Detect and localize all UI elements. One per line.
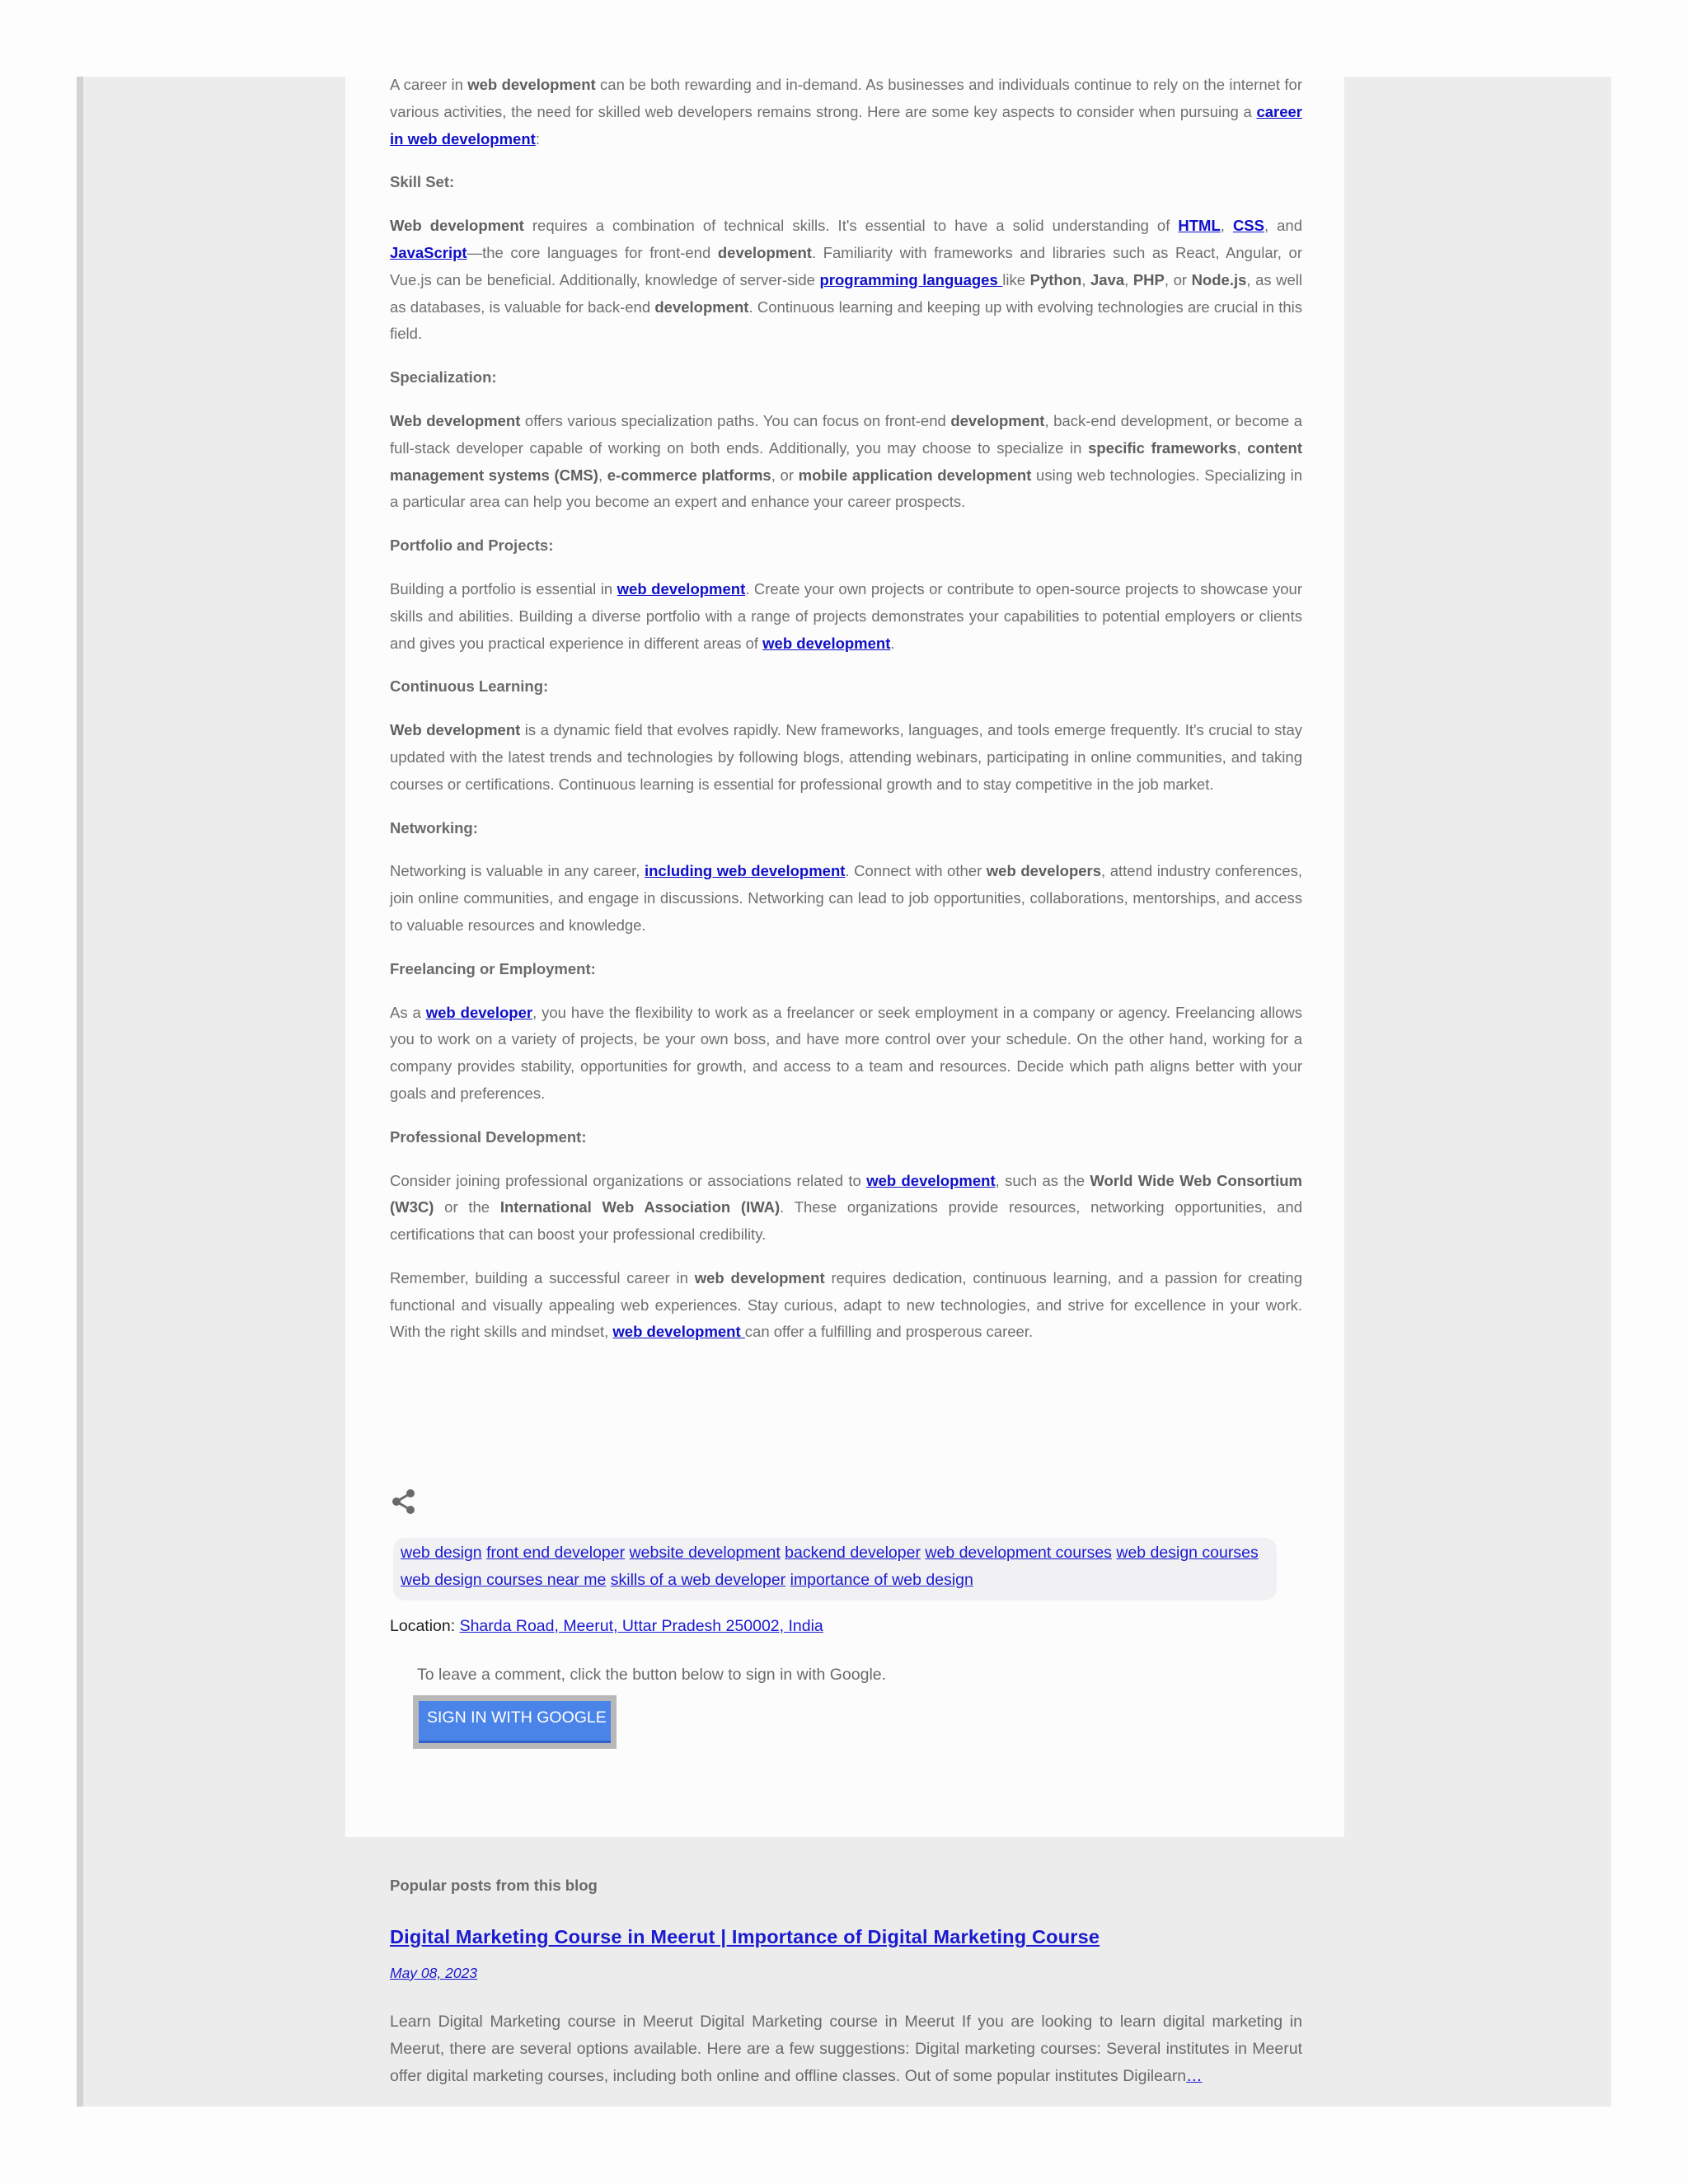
label-link[interactable]: web design courses [1116,1544,1259,1562]
text: Consider joining professional organizations or associations related to [390,1171,867,1189]
location-link[interactable]: Sharda Road, Meerut, Uttar Pradesh 250002, India [459,1617,823,1635]
text: Networking is valuable in any career, [390,862,645,880]
label-link[interactable]: web development courses [925,1544,1112,1562]
portfolio-paragraph [390,576,1302,657]
text: , [1220,217,1233,235]
text: . Create your own projects or contribute to open-source projects to showcase your skills and abilities. Building a diverse portfolio with a range of projects demonstrates your capabilities to potential employers or clients and gives you practical experience in different areas of [390,579,1302,652]
text: . Familiarity with frameworks and libraries such as React, Angular, or Vue.js can be beneficial. Additionally, knowledge of server-side [390,243,1302,288]
excerpt-text: Learn Digital Marketing course in Meerut Digital Marketing course in Meerut If you are looking to learn digital marketing in Meerut, there are several options available. Here are a few suggestions: Digital marketing courses: Several institutes in Meerut offer digital marketing courses, including both online and offline classes. Out of some popular institutes Digilearn [390,2013,1302,2085]
freelancing-paragraph [390,1000,1302,1108]
label-link[interactable]: skills of a web developer [610,1571,786,1589]
professional-development-paragraph [390,1168,1302,1249]
web-development-link[interactable]: web development [617,579,746,598]
read-more-link[interactable]: … [1186,2067,1203,2085]
bold-text: web development [694,1268,825,1286]
text: . Connect with other [845,862,987,880]
specialization-heading: Specialization: [390,368,497,387]
text: , as well as databases, is valuable for back-end [390,270,1303,316]
page-left-edge [77,77,83,2107]
bold-text: Java [1090,270,1125,288]
post-labels [393,1538,1277,1601]
web-development-link[interactable]: web development [612,1323,745,1341]
text: : [535,129,540,148]
post-body [390,72,1302,1362]
text: , you have the flexibility to work as a freelancer or seek employment in a company or agency. Freelancing allows you to work on a variety of projects, be your own boss, and have more control over your schedule. On the other hand, working for a company provides stability, opportunities for growth, and access to a team and resources. Decide which path aligns better with your goals and preferences. [390,1003,1302,1102]
text: , such as the [995,1171,1090,1189]
bold-text: content management systems (CMS) [390,438,1302,484]
popular-post-date-link[interactable]: May 08, 2023 [390,1965,478,1981]
text: is a dynamic field that evolves rapidly. New frameworks, languages, and tools emerge frequently. It's crucial to stay updated with the latest trends and technologies by following blogs, attending webinars, participating in online communities, and taking courses or certifications. Continuous learning is essential for professional growth and to stay competitive in the job market. [390,721,1303,793]
text: requires dedication, continuous learning, and a passion for creating functional and visually appealing web experiences. Stay curious, adapt to new technologies, and strive for excellence in your work. With the right skills and mindset, [390,1268,1302,1341]
bold-text: PHP [1132,270,1165,288]
label-link[interactable]: backend developer [785,1544,921,1562]
text: , attend industry conferences, join online communities, and engage in discussions. Networking can lead to job opportunities, collaborations, mentorships, and access to valuable resources and knowledge. [390,862,1303,934]
text: can offer a fulfilling and prosperous career. [744,1323,1034,1341]
text: Building a portfolio is essential in [390,579,617,598]
networking-heading: Networking: [390,818,478,837]
css-link[interactable]: CSS [1232,217,1264,235]
career-in-web-development-link[interactable]: career in web development [390,102,1302,148]
web-development-link[interactable]: web development [762,634,891,652]
bold-text: World Wide Web Consortium (W3C) [390,1171,1302,1216]
professional-development-heading: Professional Development: [390,1127,587,1146]
bold-text: International Web Association (IWA) [499,1198,781,1216]
bold-text: development [950,411,1045,429]
sign-in-button-label: SIGN IN WITH GOOGLE [419,1701,611,1743]
freelancing-heading: Freelancing or Employment: [390,959,596,977]
text: . [890,634,895,652]
web-developer-link[interactable]: web developer [425,1003,533,1021]
label-link[interactable]: web design courses near me [401,1571,607,1589]
share-icon[interactable] [390,1488,418,1516]
text: Remember, building a successful career in [390,1268,695,1286]
label-link[interactable]: importance of web design [790,1571,973,1589]
javascript-link[interactable]: JavaScript [390,243,467,261]
html-link[interactable]: HTML [1178,217,1221,235]
label-link[interactable]: web design [401,1544,482,1562]
text: , [1124,270,1133,288]
programming-languages-link[interactable]: programming languages [819,270,1003,288]
text: , or [1164,270,1192,288]
text: As a [390,1003,426,1021]
popular-posts-heading: Popular posts from this blog [390,1877,598,1894]
comment-prompt: To leave a comment, click the button below to sign in with Google. [417,1666,887,1684]
bold-text: web developers [986,862,1102,880]
text: using web technologies. Specializing in a particular area can help you become an expert and enhance your career prospects. [390,466,1303,511]
popular-post-title-link[interactable]: Digital Marketing Course in Meerut | Importance of Digital Marketing Course [390,1926,1100,1947]
bold-text: e-commerce platforms [607,466,771,484]
text: can be both rewarding and in-demand. As businesses and individuals continue to rely on the internet for various activities, the need for skilled web developers remains strong. Here are some key aspects to consider when pursuing a [390,76,1302,120]
web-development-link[interactable]: web development [866,1171,996,1189]
specialization-paragraph [390,408,1302,516]
continuous-learning-heading: Continuous Learning: [390,677,549,696]
text: , [1236,438,1248,457]
bold-text: mobile application development [798,466,1032,484]
bold-text: Python [1029,270,1082,288]
text: , and [1264,217,1303,235]
text: , or [771,466,799,484]
text: or the [434,1198,500,1216]
label-link[interactable]: front end developer [486,1544,626,1562]
bold-text: Node.js [1191,270,1247,288]
including-web-development-link[interactable]: including web development [644,862,846,880]
skill-set-paragraph [390,213,1302,348]
text: . Continuous learning and keeping up with evolving technologies are crucial in this field. [390,298,1302,343]
text: like [1002,270,1030,288]
continuous-learning-paragraph [390,717,1302,798]
bold-text: web development [467,76,596,93]
label-link[interactable]: website development [629,1544,781,1562]
closing-paragraph [390,1265,1302,1346]
popular-post-excerpt [390,2008,1302,2090]
bold-text: Web development [390,411,521,429]
sign-in-with-google-button[interactable] [413,1695,617,1749]
bold-text: specific frameworks [1088,438,1237,457]
bold-text: Web development [390,217,524,235]
bold-text: Web development [390,721,521,739]
text: requires a combination of technical skills. It's essential to have a solid understanding of [523,217,1179,235]
text: . These organizations provide resources, networking opportunities, and certifications that can boost your professional credibility. [390,1198,1303,1244]
skill-set-heading: Skill Set: [390,173,455,191]
bold-text: development [717,243,812,261]
location-label: Location: [390,1617,460,1635]
text: offers various specialization paths. You can focus on front-end [520,411,951,429]
text: , back-end development, or become a full-stack developer capable of working on both ends. Additionally, you may choose to specialize in [390,411,1303,457]
text: —the core languages for front-end [467,243,718,261]
bold-text: development [654,298,749,316]
text: , [1081,270,1090,288]
portfolio-heading: Portfolio and Projects: [390,537,554,555]
text: , [598,466,607,484]
post-location [390,1613,823,1640]
text: A career in [390,76,468,93]
networking-paragraph [390,858,1302,939]
intro-paragraph [390,72,1302,152]
